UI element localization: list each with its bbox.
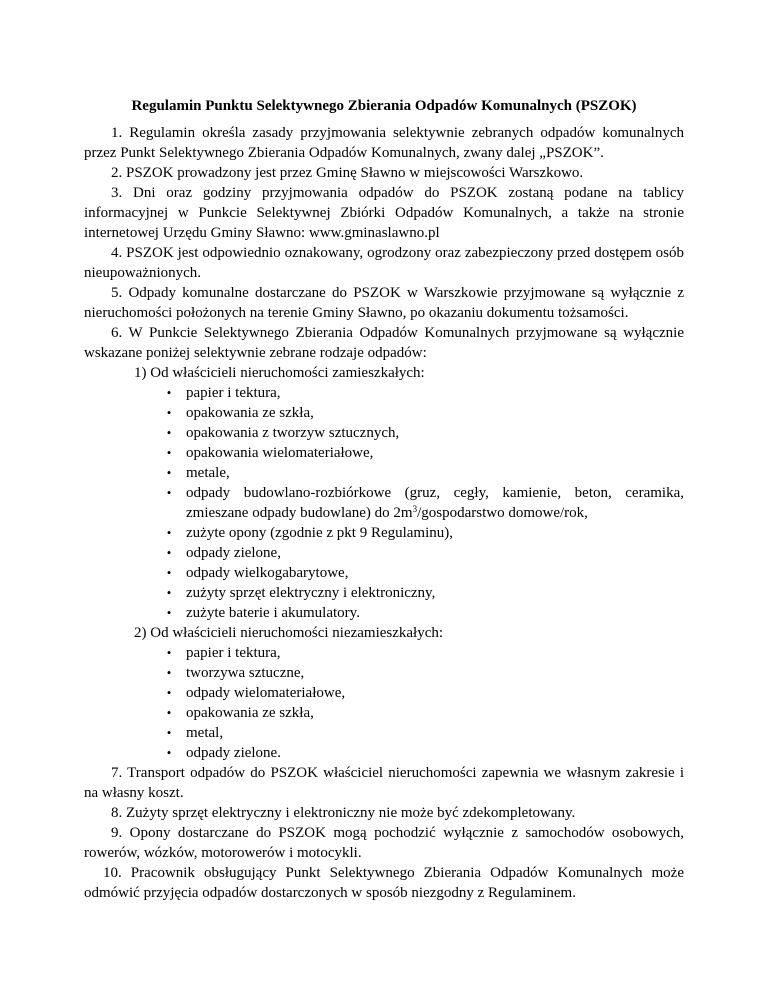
paragraph-2 xyxy=(84,163,684,183)
paragraph-text: Odpady komunalne dostarczane do PSZOK w Warszkowie przyjmowane są wyłącznie z nieruchomości położonych na terenie Gminy Sławno, po okazaniu dokumentu tożsamości. xyxy=(84,285,684,321)
list-item-text: odpady zielone. xyxy=(186,745,281,761)
paragraph-text: PSZOK jest odpowiednio oznakowany, ogrodzony oraz zabezpieczony przed dostępem osób nieupoważnionych. xyxy=(84,245,685,281)
paragraph-text: Dni oraz godziny przyjmowania odpadów do PSZOK zostaną podane na tablicy informacyjnej w Punkcie Selektywnej Zbiórki Odpadów Komunalnych, a także na stronie internetowej Urzędu Gminy Sławno: www.gminaslawno.pl xyxy=(84,185,684,241)
paragraph-number: 5. xyxy=(111,285,123,301)
list-item xyxy=(164,663,684,683)
paragraph-10 xyxy=(84,863,684,903)
document-title: Regulamin Punktu Selektywnego Zbierania Odpadów Komunalnych (PSZOK) xyxy=(131,98,637,114)
paragraph-number: 1. xyxy=(111,125,123,141)
list-item xyxy=(164,583,684,603)
paragraph-text: Opony dostarczane do PSZOK mogą pochodzić wyłącznie z samochodów osobowych, rowerów, wózków, motorowerów i motocykli. xyxy=(84,825,684,861)
list-item-text: odpady wielkogabarytowe, xyxy=(186,565,349,581)
paragraph-9 xyxy=(84,823,684,863)
list-item xyxy=(164,463,684,483)
paragraph-text: Regulamin określa zasady przyjmowania selektywnie zebranych odpadów komunalnych przez Punkt Selektywnego Zbierania Odpadów Komunalnych, zwany dalej „PSZOK”. xyxy=(84,125,684,161)
bullet-icon: • xyxy=(166,485,172,500)
bullet-icon: • xyxy=(166,465,172,480)
list-item-text: metal, xyxy=(186,725,224,741)
paragraph-number: 6. xyxy=(111,325,123,341)
paragraph-text: Zużyty sprzęt elektryczny i elektroniczny nie może być zdekompletowany. xyxy=(126,805,576,821)
list-item xyxy=(164,483,684,523)
paragraph-8 xyxy=(84,803,684,823)
list-item-text: papier i tektura, xyxy=(186,645,281,661)
list-item xyxy=(164,543,684,563)
bullet-icon: • xyxy=(166,585,172,600)
paragraph-text: Transport odpadów do PSZOK właściciel nieruchomości zapewnia we własnym zakresie i na własny koszt. xyxy=(84,765,684,801)
list-inhabited xyxy=(84,383,684,623)
list-item-text-tail: /gospodarstwo domowe/rok, xyxy=(417,505,588,521)
bullet-icon: • xyxy=(166,545,172,560)
group-heading-uninhabited: 2) Od właścicieli nieruchomości niezamieszkałych: xyxy=(134,625,444,641)
list-uninhabited xyxy=(84,643,684,763)
list-item-text: opakowania ze szkła, xyxy=(186,405,314,421)
list-item-text: opakowania ze szkła, xyxy=(186,705,314,721)
paragraph-number: 7. xyxy=(111,765,123,781)
paragraph-number: 8. xyxy=(111,805,123,821)
list-item-text: metale, xyxy=(186,465,230,481)
bullet-icon: • xyxy=(166,405,172,420)
paragraph-3 xyxy=(84,183,684,243)
paragraph-text: Pracownik obsługujący Punkt Selektywnego Zbierania Odpadów Komunalnych może odmówić przyjęcia odpadów dostarczonych w sposób niezgodny z Regulaminem. xyxy=(84,865,684,901)
list-item xyxy=(164,723,684,743)
bullet-icon: • xyxy=(166,525,172,540)
paragraph-number: 2. xyxy=(111,165,123,181)
superscript-exponent: 3 xyxy=(412,504,418,514)
list-item xyxy=(164,443,684,463)
bullet-icon: • xyxy=(166,665,172,680)
list-item xyxy=(164,563,684,583)
bullet-icon: • xyxy=(166,745,172,760)
list-item-text: odpady budowlano-rozbiórkowe (gruz, cegły, kamienie, beton, ceramika, zmieszane odpady budowlane) do 2m xyxy=(186,485,684,521)
list-item-text: odpady zielone, xyxy=(186,545,281,561)
bullet-icon: • xyxy=(166,445,172,460)
list-item xyxy=(164,603,684,623)
list-item xyxy=(164,683,684,703)
list-item-text: zużyte baterie i akumulatory. xyxy=(186,605,360,621)
paragraph-number: 10. xyxy=(103,865,122,881)
paragraph-1 xyxy=(84,123,684,163)
list-item-text: papier i tektura, xyxy=(186,385,281,401)
paragraph-number: 3. xyxy=(111,185,123,201)
paragraph-4 xyxy=(84,243,684,283)
paragraph-number: 9. xyxy=(111,825,123,841)
bullet-icon: • xyxy=(166,605,172,620)
list-item xyxy=(164,743,684,763)
bullet-icon: • xyxy=(166,565,172,580)
list-item xyxy=(164,643,684,663)
bullet-icon: • xyxy=(166,725,172,740)
list-item xyxy=(164,403,684,423)
paragraph-6 xyxy=(84,323,684,363)
list-item xyxy=(164,523,684,543)
list-item-text: opakowania z tworzyw sztucznych, xyxy=(186,425,400,441)
list-item-text: zużyty sprzęt elektryczny i elektroniczny, xyxy=(186,585,436,601)
list-item-text: tworzywa sztuczne, xyxy=(186,665,305,681)
bullet-icon: • xyxy=(166,385,172,400)
bullet-icon: • xyxy=(166,645,172,660)
list-item xyxy=(164,383,684,403)
paragraph-7 xyxy=(84,763,684,803)
bullet-icon: • xyxy=(166,705,172,720)
paragraph-text: PSZOK prowadzony jest przez Gminę Sławno w miejscowości Warszkowo. xyxy=(126,165,584,181)
list-item-text: odpady wielomateriałowe, xyxy=(186,685,346,701)
paragraph-number: 4. xyxy=(111,245,123,261)
paragraph-text: W Punkcie Selektywnego Zbierania Odpadów Komunalnych przyjmowane są wyłącznie wskazane poniżej selektywnie zebrane rodzaje odpadów: xyxy=(84,325,684,361)
list-item xyxy=(164,423,684,443)
document-page xyxy=(84,96,684,903)
bullet-icon: • xyxy=(166,425,172,440)
group-heading-inhabited: 1) Od właścicieli nieruchomości zamieszkałych: xyxy=(134,365,425,381)
list-item xyxy=(164,703,684,723)
list-item-text: zużyte opony (zgodnie z pkt 9 Regulaminu), xyxy=(186,525,454,541)
bullet-icon: • xyxy=(166,685,172,700)
list-item-text: opakowania wielomateriałowe, xyxy=(186,445,374,461)
paragraph-5 xyxy=(84,283,684,323)
